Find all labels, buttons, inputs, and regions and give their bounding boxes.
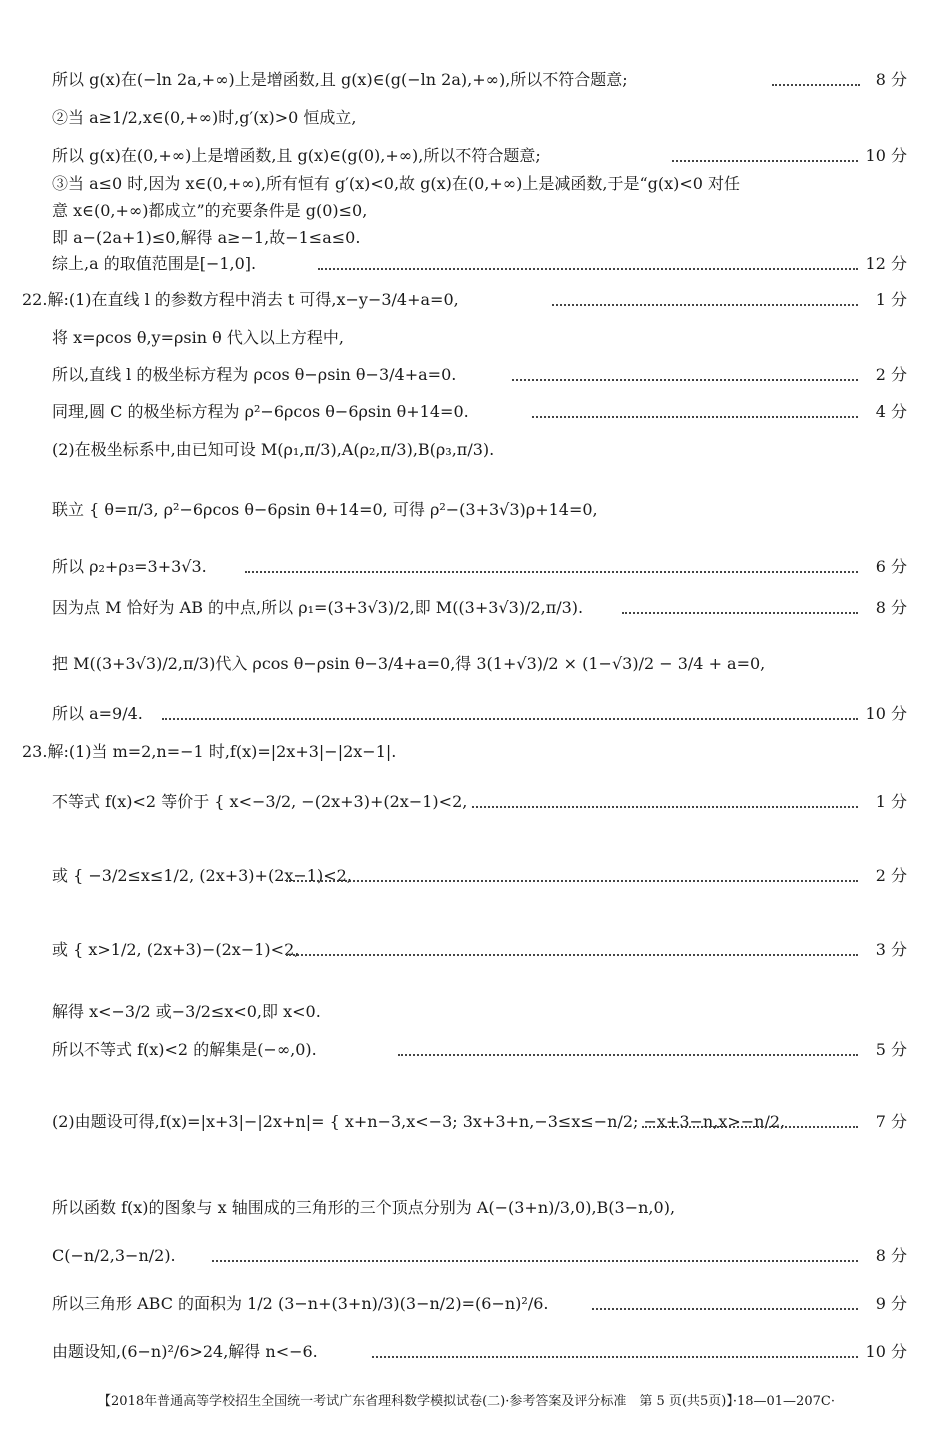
line-text: 所以 g(x)在(0,+∞)上是增函数,且 g(x)∈(g(0),+∞),所以不符合题意; [52,146,541,165]
line-text: 所以 g(x)在(−ln 2a,+∞)上是增函数,且 g(x)∈(g(−ln 2a),+∞),所以不符合题意; [52,70,628,89]
dot-leader [512,379,858,381]
line-text: 不等式 f(x)<2 等价于 { x<−3/2, −(2x+3)+(2x−1)<2, [52,792,468,811]
dot-leader [318,268,858,270]
line-text: 综上,a 的取值范围是[−1,0]. [52,254,257,273]
line-text: 将 x=ρcos θ,y=ρsin θ 代入以上方程中, [52,328,344,347]
line-text: 或 { −3/2≤x≤1/2, (2x+3)+(2x−1)<2, [52,866,352,885]
dot-leader [245,571,858,573]
dot-leader [532,416,858,418]
line-text: 或 { x>1/2, (2x+3)−(2x−1)<2, [52,940,300,959]
line-text: 所以三角形 ABC 的面积为 1/2 (3−n+(3+n)/3)(3−n/2)=(6−n)²/6. [52,1294,549,1313]
dot-leader [162,718,858,720]
line-text: 22.解:(1)在直线 l 的参数方程中消去 t 可得,x−y−3/4+a=0, [22,290,459,309]
line-text: 解得 x<−3/2 或−3/2≤x<0,即 x<0. [52,1002,321,1021]
line-text: (2)由题设可得,f(x)=|x+3|−|2x+n|= { x+n−3,x<−3; 3x+3+n,−3≤x≤−n/2; −x+3−n,x>−n/2, [52,1112,786,1131]
dot-leader [472,806,858,808]
dot-leader [286,880,858,882]
dot-leader [642,1126,858,1128]
line-text: 23.解:(1)当 m=2,n=−1 时,f(x)=|2x+3|−|2x−1|. [22,742,397,761]
dot-leader [286,954,858,956]
score: 2 分 [875,866,907,885]
dot-leader [592,1308,858,1310]
score: 9 分 [875,1294,907,1313]
line-text: 因为点 M 恰好为 AB 的中点,所以 ρ₁=(3+3√3)/2,即 M((3+3√3)/2,π/3). [52,598,584,617]
score: 4 分 [875,402,907,421]
score: 10 分 [865,704,907,723]
line-text: 把 M((3+3√3)/2,π/3)代入 ρcos θ−ρsin θ−3/4+a=0,得 3(1+√3)/2 × (1−√3)/2 − 3/4 + a=0, [52,654,766,673]
score: 8 分 [875,598,907,617]
line-text: C(−n/2,3−n/2). [52,1246,176,1265]
dot-leader [672,160,858,162]
score: 8 分 [875,70,907,89]
line-text: 联立 { θ=π/3, ρ²−6ρcos θ−6ρsin θ+14=0, 可得 ρ²−(3+3√3)ρ+14=0, [52,500,598,519]
line-text: 即 a−(2a+1)≤0,解得 a≥−1,故−1≤a≤0. [52,228,361,247]
score: 5 分 [875,1040,907,1059]
score: 10 分 [865,1342,907,1361]
line-text: 同理,圆 C 的极坐标方程为 ρ²−6ρcos θ−6ρsin θ+14=0. [52,402,469,421]
score: 1 分 [875,792,907,811]
dot-leader [398,1054,858,1056]
line-text: 所以 a=9/4. [52,704,143,723]
line-text: 意 x∈(0,+∞)都成立”的充要条件是 g(0)≤0, [52,201,368,220]
dot-leader [212,1260,858,1262]
score: 3 分 [875,940,907,959]
score: 6 分 [875,557,907,576]
score: 7 分 [875,1112,907,1131]
dot-leader [552,304,858,306]
score: 8 分 [875,1246,907,1265]
line-text: (2)在极坐标系中,由已知可设 M(ρ₁,π/3),A(ρ₂,π/3),B(ρ₃,π/3). [52,440,495,459]
dot-leader [772,84,860,86]
score: 10 分 [865,146,907,165]
line-text: ②当 a≥1/2,x∈(0,+∞)时,g′(x)>0 恒成立, [52,108,357,127]
score: 2 分 [875,365,907,384]
dot-leader [622,612,858,614]
line-text: 由题设知,(6−n)²/6>24,解得 n<−6. [52,1342,318,1361]
line-text: ③当 a≤0 时,因为 x∈(0,+∞),所有恒有 g′(x)<0,故 g(x)在(0,+∞)上是减函数,于是“g(x)<0 对任 [52,174,741,193]
page-footer: 【2018年普通高等学校招生全国统一考试广东省理科数学模拟试卷(二)·参考答案及评分标准 第 5 页(共5页)】·18—01—207C· [98,1394,835,1409]
line-text: 所以不等式 f(x)<2 的解集是(−∞,0). [52,1040,317,1059]
line-text: 所以,直线 l 的极坐标方程为 ρcos θ−ρsin θ−3/4+a=0. [52,365,457,384]
line-text: 所以函数 f(x)的图象与 x 轴围成的三角形的三个顶点分别为 A(−(3+n)/3,0),B(3−n,0), [52,1198,676,1217]
dot-leader [372,1356,858,1358]
score: 12 分 [865,254,907,273]
score: 1 分 [875,290,907,309]
line-text: 所以 ρ₂+ρ₃=3+3√3. [52,557,207,576]
